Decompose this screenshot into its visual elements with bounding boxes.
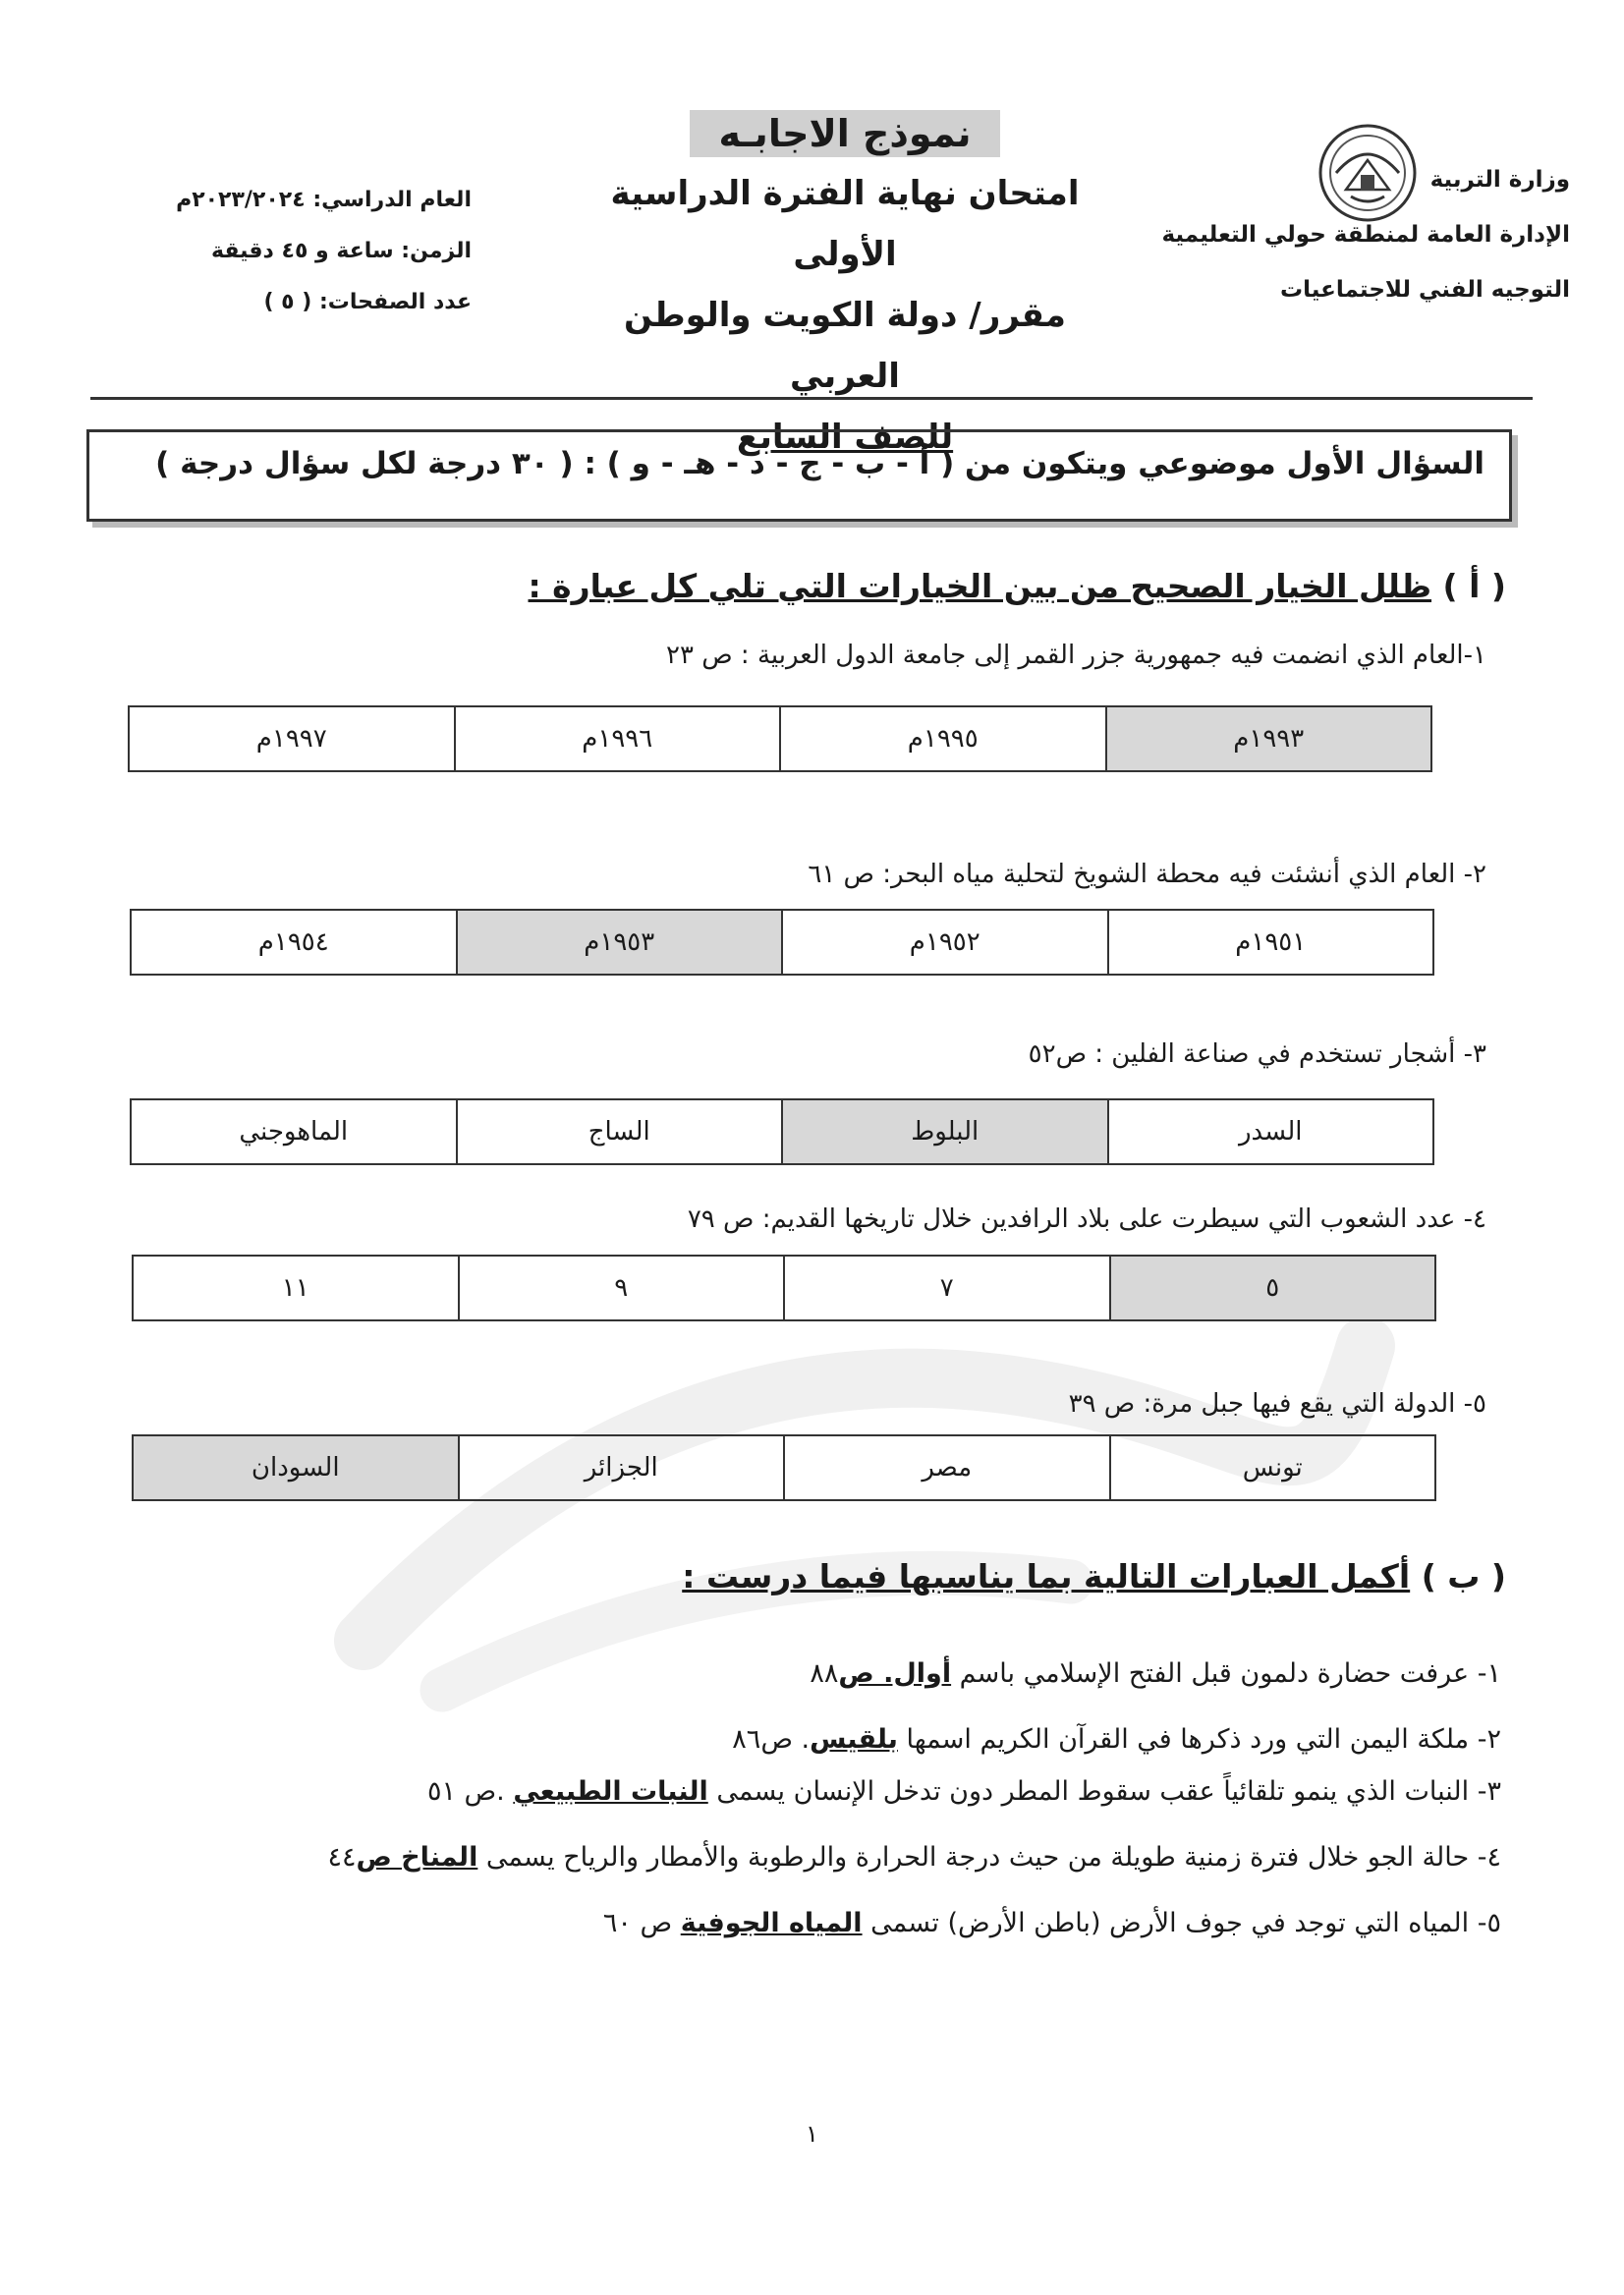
completion-5-answer: المياه الجوفية: [680, 1908, 863, 1938]
exam-title-block: [580, 110, 1110, 468]
header-divider: [90, 397, 1533, 400]
section-b-prefix: ( ب ): [1421, 1557, 1506, 1595]
completion-4-text: ٤- حالة الجو خلال فترة زمنية طويلة من حيث درجة الحرارة والرطوبة والأمطار والرياح يسمى: [477, 1842, 1501, 1873]
mcq-question-3: ٣- أشجار تستخدم في صناعة الفلين : ص٥٢: [1028, 1039, 1486, 1069]
mcq-5-option-2[interactable]: مصر: [784, 1435, 1110, 1500]
completion-4-ref: ٤٤: [327, 1842, 357, 1873]
grade-title: للصف السابع: [736, 418, 954, 457]
completion-2-ref: . ص٨٦: [732, 1724, 811, 1755]
mcq-question-4: ٤- عدد الشعوب التي سيطرت على بلاد الرافدين خلال تاريخها القديم: ص ٧٩: [687, 1204, 1486, 1234]
mcq-5-option-1[interactable]: تونس: [1110, 1435, 1436, 1500]
supervision-line: التوجيه الفني للاجتماعيات: [1280, 277, 1570, 303]
section-a-heading: [229, 567, 1506, 605]
question-one-box: [86, 429, 1512, 522]
mcq-4-option-2[interactable]: ٧: [784, 1256, 1110, 1320]
completion-1-answer: أوال. ص: [838, 1658, 952, 1689]
mcq-options-5: [132, 1434, 1436, 1501]
section-a-prefix: ( أ ): [1442, 567, 1506, 605]
mcq-3-option-1[interactable]: السدر: [1108, 1099, 1434, 1164]
mcq-question-1: ١-العام الذي انضمت فيه جمهورية جزر القمر إلى جامعة الدول العربية : ص ٢٣: [666, 641, 1486, 670]
mcq-3-option-2[interactable]: البلوط: [782, 1099, 1108, 1164]
completion-1-ref: ٨٨: [810, 1658, 839, 1689]
course-title: مقرر/ دولة الكويت والوطن العربي: [624, 296, 1066, 396]
question-one-title: السؤال الأول موضوعي ويتكون من ( أ - ب - ج - د - هـ - و ) : ( ٣٠ درجة لكل سؤال درجة ): [155, 446, 1484, 481]
mcq-options-4: [132, 1255, 1436, 1321]
mcq-4-option-3[interactable]: ٩: [459, 1256, 785, 1320]
mcq-2-option-3[interactable]: ١٩٥٣م: [457, 910, 783, 975]
completion-item-2: [96, 1724, 1501, 1755]
completion-2-answer: بلقيس: [810, 1724, 898, 1755]
completion-3-ref: .ص ٥١: [426, 1776, 514, 1807]
completion-1-text: ١- عرفت حضارة دلمون قبل الفتح الإسلامي باسم: [951, 1658, 1501, 1689]
section-b-heading: [229, 1557, 1506, 1595]
completion-2-text: ٢- ملكة اليمن التي ورد ذكرها في القرآن الكريم اسمها: [897, 1724, 1501, 1755]
mcq-5-option-4[interactable]: السودان: [133, 1435, 459, 1500]
completion-5-text: ٥- المياه التي توجد في جوف الأرض (باطن الأرض) تسمى: [862, 1908, 1501, 1938]
mcq-2-option-2[interactable]: ١٩٥٢م: [782, 910, 1108, 975]
section-b-instruction: أكمل العبارات التالية بما يناسبها فيما درست :: [682, 1557, 1411, 1595]
mcq-1-option-2[interactable]: ١٩٩٥م: [780, 706, 1106, 771]
exam-duration: الزمن: ساعة و ٤٥ دقيقة: [211, 239, 472, 263]
mcq-4-option-1[interactable]: ٥: [1110, 1256, 1436, 1320]
answer-model-title: نموذج الاجابـه: [690, 110, 1001, 157]
page-number: ١: [806, 2120, 818, 2148]
mcq-question-2: ٢- العام الذي أنشئت فيه محطة الشويخ لتحلية مياه البحر: ص ٦١: [808, 860, 1486, 889]
completion-item-3: [96, 1776, 1501, 1807]
completion-3-answer: النبات الطبيعي: [513, 1776, 708, 1807]
page-count: عدد الصفحات: ( ٥ ): [263, 290, 472, 314]
completion-4-answer: المناخ ص: [356, 1842, 478, 1873]
mcq-3-option-3[interactable]: الساج: [457, 1099, 783, 1164]
completion-5-ref: ص ٦٠: [602, 1908, 681, 1938]
completion-item-4: [96, 1842, 1501, 1873]
mcq-3-option-4[interactable]: الماهوجني: [131, 1099, 457, 1164]
mcq-question-5: ٥- الدولة التي يقع فيها جبل مرة: ص ٣٩: [1068, 1389, 1486, 1419]
ministry-block: [1059, 162, 1570, 317]
mcq-4-option-4[interactable]: ١١: [133, 1256, 459, 1320]
exam-info-block: [118, 175, 472, 328]
mcq-options-3: [130, 1098, 1434, 1165]
mcq-1-option-3[interactable]: ١٩٩٦م: [455, 706, 781, 771]
exam-title: امتحان نهاية الفترة الدراسية الأولى: [610, 174, 1080, 274]
mcq-2-option-4[interactable]: ١٩٥٤م: [131, 910, 457, 975]
ministry-line: وزارة التربية: [1429, 167, 1570, 193]
mcq-1-option-1[interactable]: ١٩٩٣م: [1106, 706, 1432, 771]
section-a-instruction: ظلل الخيار الصحيح من بين الخيارات التي تلي كل عبارة :: [528, 567, 1432, 605]
mcq-2-option-1[interactable]: ١٩٥١م: [1108, 910, 1434, 975]
mcq-5-option-3[interactable]: الجزائر: [459, 1435, 785, 1500]
completion-item-5: [96, 1908, 1501, 1938]
directorate-line: الإدارة العامة لمنطقة حولي التعليمية: [1161, 222, 1570, 248]
mcq-1-option-4[interactable]: ١٩٩٧م: [129, 706, 455, 771]
completion-3-text: ٣- النبات الذي ينمو تلقائياً عقب سقوط المطر دون تدخل الإنسان يسمى: [707, 1776, 1501, 1807]
completion-item-1: [96, 1658, 1501, 1689]
mcq-options-1: [128, 705, 1432, 772]
mcq-options-2: [130, 909, 1434, 976]
academic-year: العام الدراسي: ٢٠٢٣/٢٠٢٤م: [176, 188, 472, 212]
